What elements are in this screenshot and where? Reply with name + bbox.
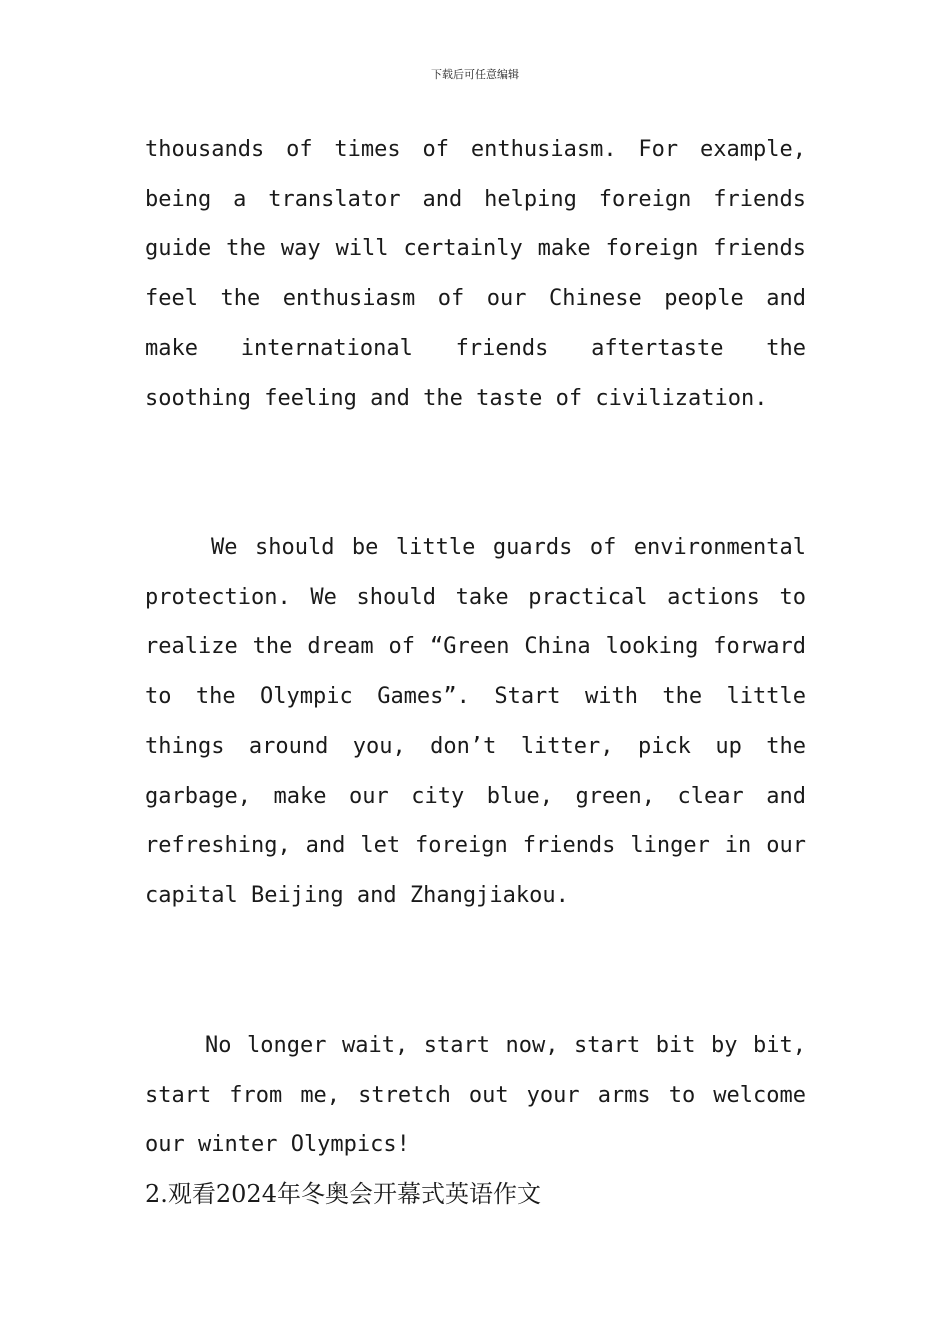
body-paragraph-3: No longer wait, start now, start bit by bit, start from me, stretch out your arms to welcome our winter Olympics!: [145, 1033, 806, 1158]
body-paragraph-2: We should be little guards of environmental protection. We should take practical actions to realize the dream of “Green China looking forward to the Olympic Games”. Start with the little things around you, don’t litter, pick up the garbage, make our city blue, green, clear and refreshing, and let foreign friends linger in our capital Beijing and Zhangjiakou.: [145, 535, 806, 908]
page-header-note: 下载后可任意编辑: [431, 68, 519, 81]
section-heading: 2.观看2024年冬奥会开幕式英语作文: [145, 1180, 541, 1208]
body-paragraph-1: thousands of times of enthusiasm. For example, being a translator and helping foreign friends guide the way will certainly make foreign friends feel the enthusiasm of our Chinese people and make international friends aftertaste the soothing feeling and the taste of civilization.: [145, 137, 806, 411]
